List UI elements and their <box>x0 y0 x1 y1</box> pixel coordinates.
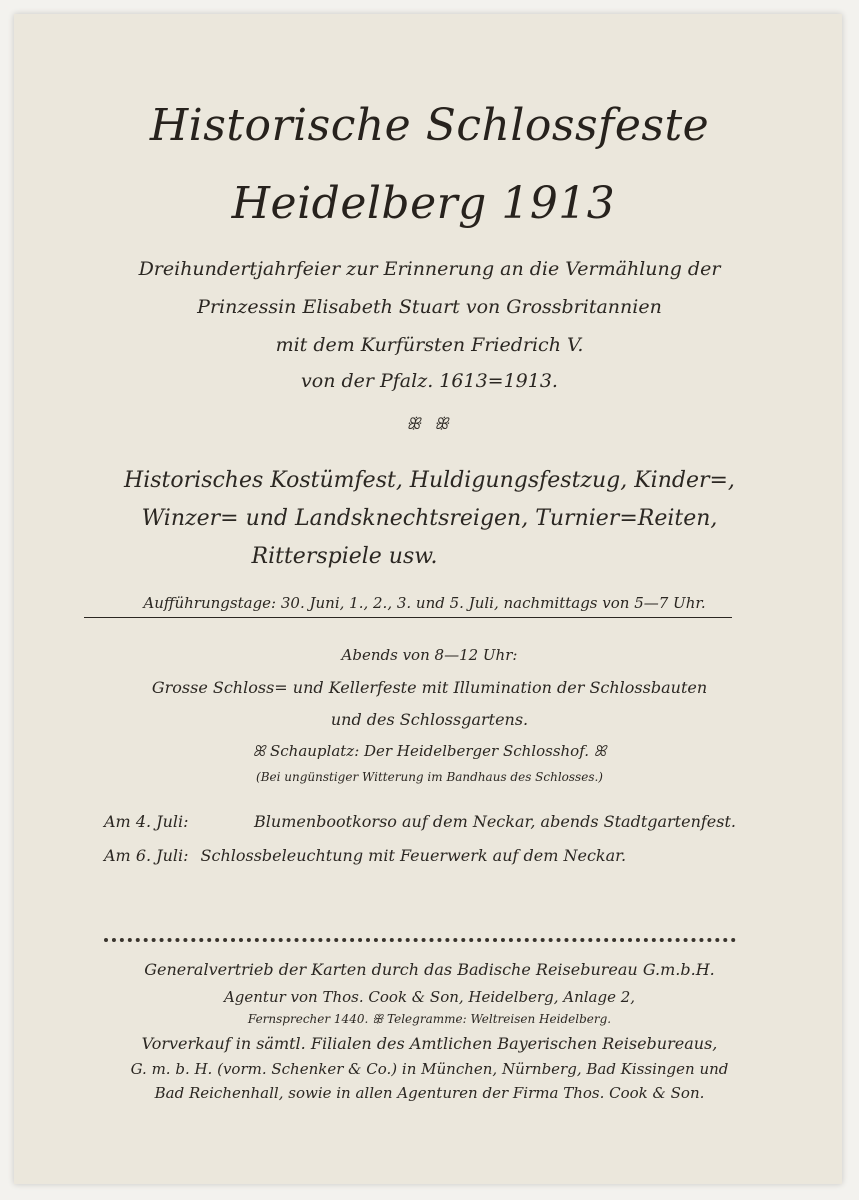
special-date-2: Am 6. Juli: <box>104 846 189 865</box>
intro-line-1: Dreihundertjahrfeier zur Erinnerung an die Vermählung der <box>138 258 721 280</box>
special-text-2: Schlossbeleuchtung mit Feuerwerk auf dem Neckar. <box>200 846 627 865</box>
evening-desc-1: Grosse Schloss= und Kellerfeste mit Illumination der Schlossbauten <box>151 678 708 697</box>
events-line-3: Ritterspiele usw. <box>251 544 438 569</box>
intro-line-3: mit dem Kurfürsten Friedrich V. <box>275 334 584 356</box>
special-row-2 <box>104 846 736 865</box>
footer-line-5: G. m. b. H. (vorm. Schenker & Co.) in München, Nürnberg, Bad Kissingen und <box>130 1060 729 1078</box>
title-line-2: Heidelberg 1913 <box>231 178 616 229</box>
events-line-1: Historisches Kostümfest, Huldigungsfestzug, Kinder=, <box>124 468 735 493</box>
footer-line-4: Vorverkauf in sämtl. Filialen des Amtlichen Bayerischen Reisebureaus, <box>141 1034 718 1053</box>
footer-line-6: Bad Reichenhall, sowie in allen Agenturen der Firma Thos. Cook & Son. <box>154 1084 705 1102</box>
footer-line-1: Generalvertrieb der Karten durch das Badische Reisebureau G.m.b.H. <box>144 960 715 979</box>
evening-desc-2: und des Schlossgartens. <box>330 710 529 729</box>
weather-note: (Bei ungünstiger Witterung im Bandhaus des Schlosses.) <box>256 770 603 784</box>
evening-time: Abends von 8—12 Uhr: <box>341 646 518 664</box>
intro-line-2: Prinzessin Elisabeth Stuart von Grossbritannien <box>197 296 662 318</box>
venue-text: Schauplatz: Der Heidelberger Schlosshof. <box>269 742 589 760</box>
footer-line-3: Fernsprecher 1440. ꕥ Telegramme: Weltreisen Heidelberg. <box>247 1012 612 1026</box>
dotted-separator <box>104 938 736 942</box>
underline-rule <box>84 617 732 618</box>
title-line-1: Historische Schlossfeste <box>149 100 710 151</box>
ornament-divider: ꕥ ꕥ <box>406 414 453 433</box>
flourish-left-icon: ꕤ <box>252 742 266 760</box>
special-row-1 <box>104 812 736 831</box>
intro-line-4: von der Pfalz. 1613=1913. <box>301 370 558 392</box>
flourish-right-icon: ꕤ <box>593 742 607 760</box>
special-date-1: Am 4. Juli: <box>104 812 189 831</box>
performance-days: Aufführungstage: 30. Juni, 1., 2., 3. und 5. Juli, nachmittags von 5—7 Uhr. <box>143 594 706 612</box>
venue-line <box>0 742 859 760</box>
footer-line-2: Agentur von Thos. Cook & Son, Heidelberg, Anlage 2, <box>223 988 636 1006</box>
special-text-1: Blumenbootkorso auf dem Neckar, abends Stadtgartenfest. <box>254 812 736 831</box>
events-line-2: Winzer= und Landsknechtsreigen, Turnier=Reiten, <box>141 506 718 531</box>
